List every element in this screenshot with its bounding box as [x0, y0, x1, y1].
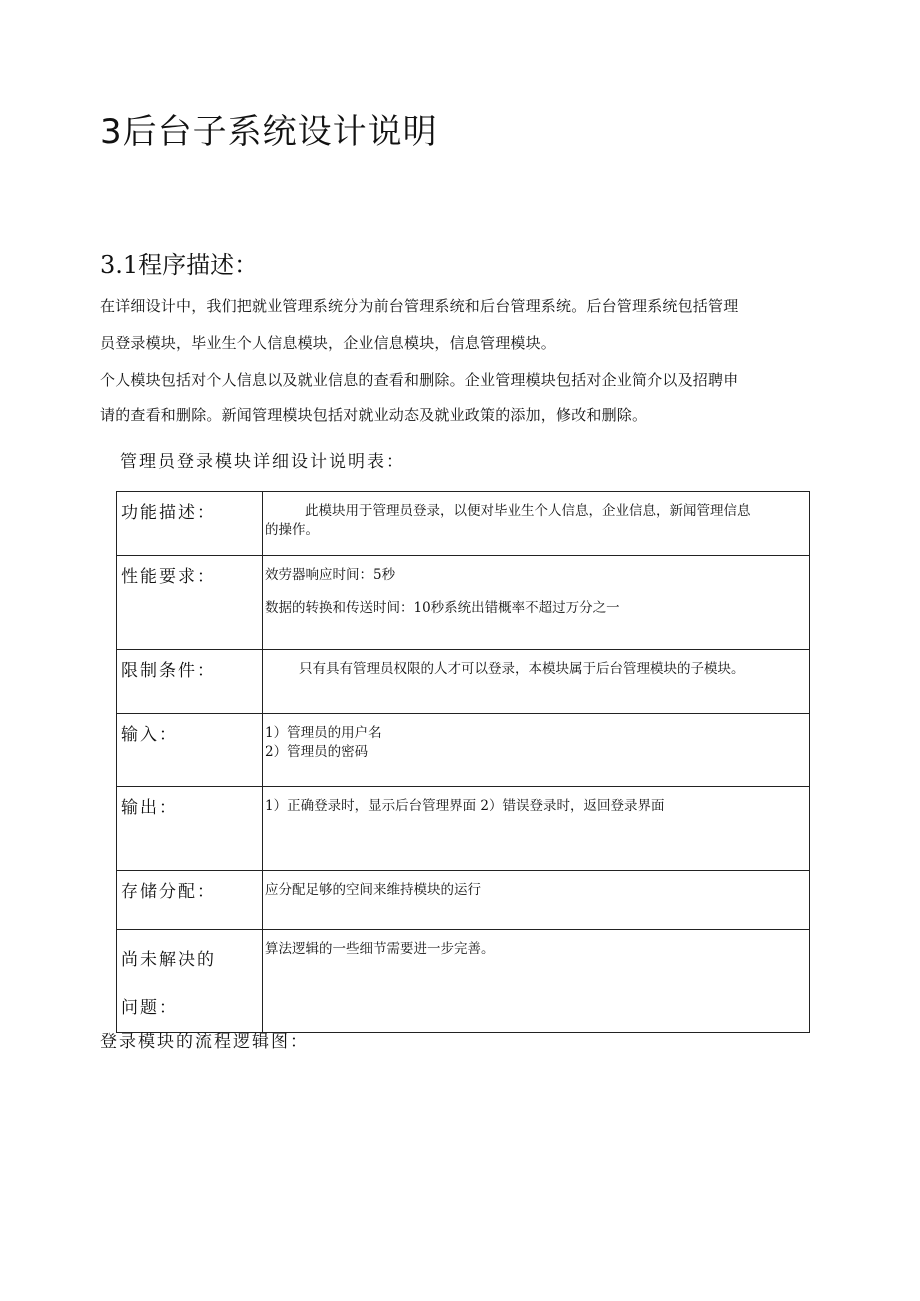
row-value: 应分配足够的空间来维持模块的运行: [263, 871, 810, 930]
table-row: [117, 714, 810, 787]
row-value: 效劳器响应时间：5秒 数据的转换和传送时间：10秒系统出错概率不超过万分之一: [263, 556, 810, 650]
section-heading: 3后台子系统设计说明: [100, 112, 438, 152]
paragraph-line-4: 请的查看和删除。新闻管理模块包括对就业动态及就业政策的添加，修改和删除。: [100, 406, 648, 424]
table-row: [117, 787, 810, 871]
paragraph-line-2: 员登录模块，毕业生个人信息模块，企业信息模块，信息管理模块。: [100, 334, 557, 352]
table-row: [117, 556, 810, 650]
row-value: 只有具有管理员权限的人才可以登录，本模块属于后台管理模块的子模块。: [263, 650, 810, 714]
row-label: 功能描述：: [117, 492, 263, 556]
row-label: 性能要求：: [117, 556, 263, 650]
table-row: [117, 930, 810, 1033]
flowchart-caption: 登录模块的流程逻辑图：: [100, 1032, 309, 1052]
paragraph-line-3: 个人模块包括对个人信息以及就业信息的查看和删除。企业管理模块包括对企业简介以及招聘申: [100, 371, 739, 389]
row-value: 算法逻辑的一些细节需要进一步完善。: [263, 930, 810, 1033]
row-label: 输入：: [117, 714, 263, 787]
row-value: 1）管理员的用户名 2）管理员的密码: [263, 714, 810, 787]
row-label: 限制条件：: [117, 650, 263, 714]
row-label: 输出：: [117, 787, 263, 871]
row-value: 1）正确登录时，显示后台管理界面 2）错误登录时，返回登录界面: [263, 787, 810, 871]
paragraph-line-1: 在详细设计中，我们把就业管理系统分为前台管理系统和后台管理系统。后台管理系统包括管理: [100, 297, 739, 315]
row-label: 存储分配：: [117, 871, 263, 930]
subsection-heading: 3.1程序描述：: [100, 251, 259, 279]
design-spec-table: [116, 491, 810, 1033]
table-caption: 管理员登录模块详细设计说明表：: [120, 452, 405, 472]
table-row: [117, 871, 810, 930]
row-label: 尚未解决的 问题：: [117, 930, 263, 1033]
row-value: 此模块用于管理员登录，以便对毕业生个人信息，企业信息，新闻管理信息 的操作。: [263, 492, 810, 556]
table-row: [117, 650, 810, 714]
table-row: [117, 492, 810, 556]
